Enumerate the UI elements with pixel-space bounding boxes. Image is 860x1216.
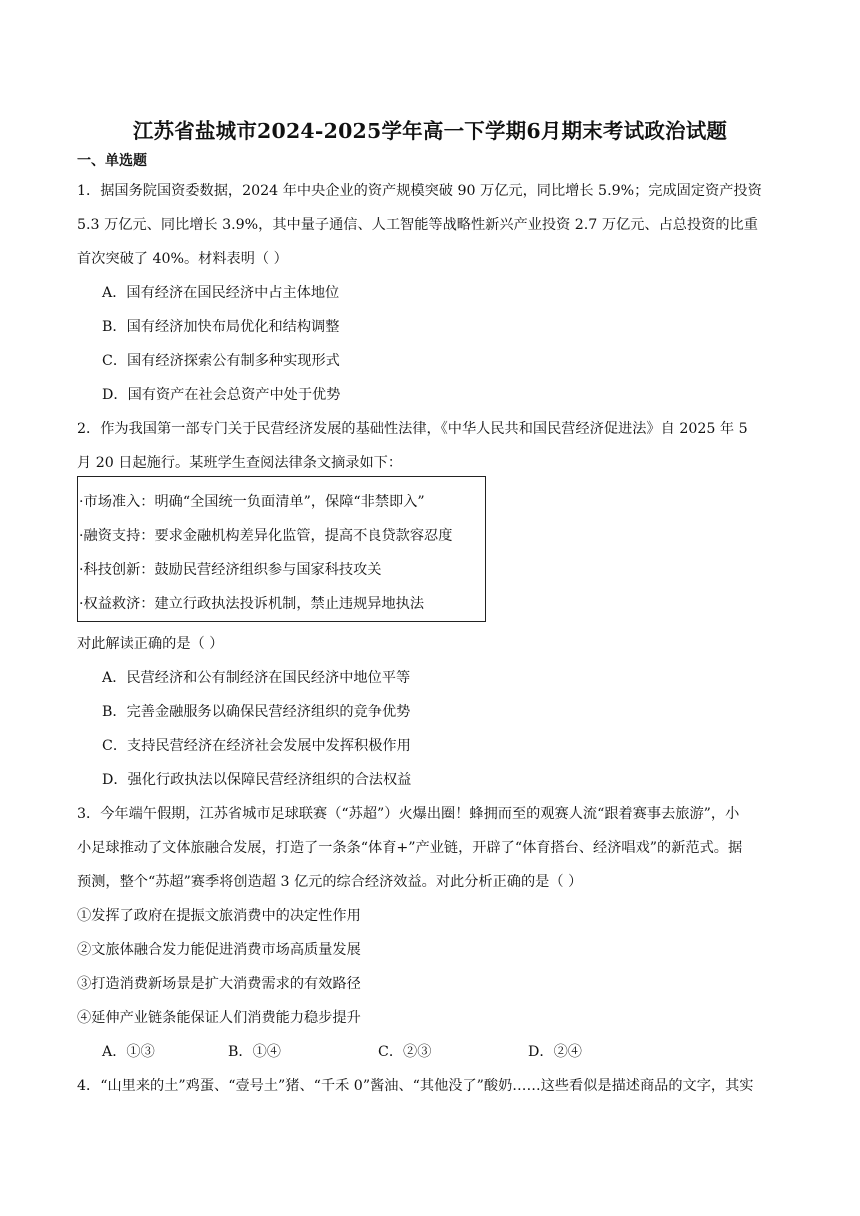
law-excerpt-item: ·科技创新：鼓励民营经济组织参与国家科技攻关 [79,562,382,578]
q4-stem-line: 4．“山里来的土”鸡蛋、“壹号土”猪、“千禾 0”酱油、“其他没了”酸奶……这些看似是描述商品的文字，其实 [77,1078,754,1094]
page-title: 江苏省盐城市2024-2025学年高一下学期6月期末考试政治试题 [132,119,728,143]
q3-choice-d: D．②④ [528,1044,582,1060]
law-excerpt-item: ·市场准入：明确“全国统一负面清单”，保障“非禁即入” [79,494,425,510]
q1-option-d: D．国有资产在社会总资产中处于优势 [102,387,341,403]
section-heading: 一、单选题 [77,153,147,169]
q3-choice-a: A．①③ [102,1044,155,1060]
q2-option-a: A．民营经济和公有制经济在国民经济中地位平等 [102,670,411,686]
q1-stem-line: 首次突破了 40%。材料表明（ ） [77,251,288,267]
q2-prompt: 对此解读正确的是（ ） [77,636,224,652]
q3-stem-line: 预测，整个“苏超”赛季将创造超 3 亿元的综合经济效益。对此分析正确的是（ ） [77,874,583,890]
q3-statement: ③打造消费新场景是扩大消费需求的有效路径 [77,976,361,992]
q3-statement: ①发挥了政府在提振文旅消费中的决定性作用 [77,908,361,924]
q2-option-c: C．支持民营经济在经济社会发展中发挥积极作用 [102,738,411,754]
q1-option-a: A．国有经济在国民经济中占主体地位 [102,285,340,301]
q2-option-b: B．完善金融服务以确保民营经济组织的竞争优势 [102,704,411,720]
q3-stem-line: 3．今年端午假期，江苏省城市足球联赛（“苏超”）火爆出圈！蜂拥而至的观赛人流“跟着赛事去旅游”，小 [77,806,740,822]
q3-statement: ②文旅体融合发力能促进消费市场高质量发展 [77,942,361,958]
q2-stem-line: 2．作为我国第一部专门关于民营经济发展的基础性法律，《中华人民共和国民营经济促进法》自 2025 年 5 [77,421,748,437]
q3-choice-c: C．②③ [378,1044,432,1060]
q3-choice-b: B．①④ [228,1044,281,1060]
law-excerpt-item: ·权益救济：建立行政执法投诉机制，禁止违规异地执法 [79,596,425,612]
q1-stem-line: 1．据国务院国资委数据，2024 年中央企业的资产规模突破 90 万亿元，同比增长 5.9%；完成固定资产投资 [77,183,762,199]
q1-stem-line: 5.3 万亿元、同比增长 3.9%，其中量子通信、人工智能等战略性新兴产业投资 2.7 万亿元、占总投资的比重 [77,217,758,233]
q2-stem-line: 月 20 日起施行。某班学生查阅法律条文摘录如下： [77,455,403,471]
q1-option-c: C．国有经济探索公有制多种实现形式 [102,353,340,369]
law-excerpt-item: ·融资支持：要求金融机构差异化监管，提高不良贷款容忍度 [79,528,453,544]
q3-stem-line: 小足球推动了文体旅融合发展，打造了一条条“体育+”产业链，开辟了“体育搭台、经济唱戏”的新范式。据 [77,840,743,856]
q1-option-b: B．国有经济加快布局优化和结构调整 [102,319,340,335]
q3-statement: ④延伸产业链条能保证人们消费能力稳步提升 [77,1010,361,1026]
q2-option-d: D．强化行政执法以保障民营经济组织的合法权益 [102,772,412,788]
